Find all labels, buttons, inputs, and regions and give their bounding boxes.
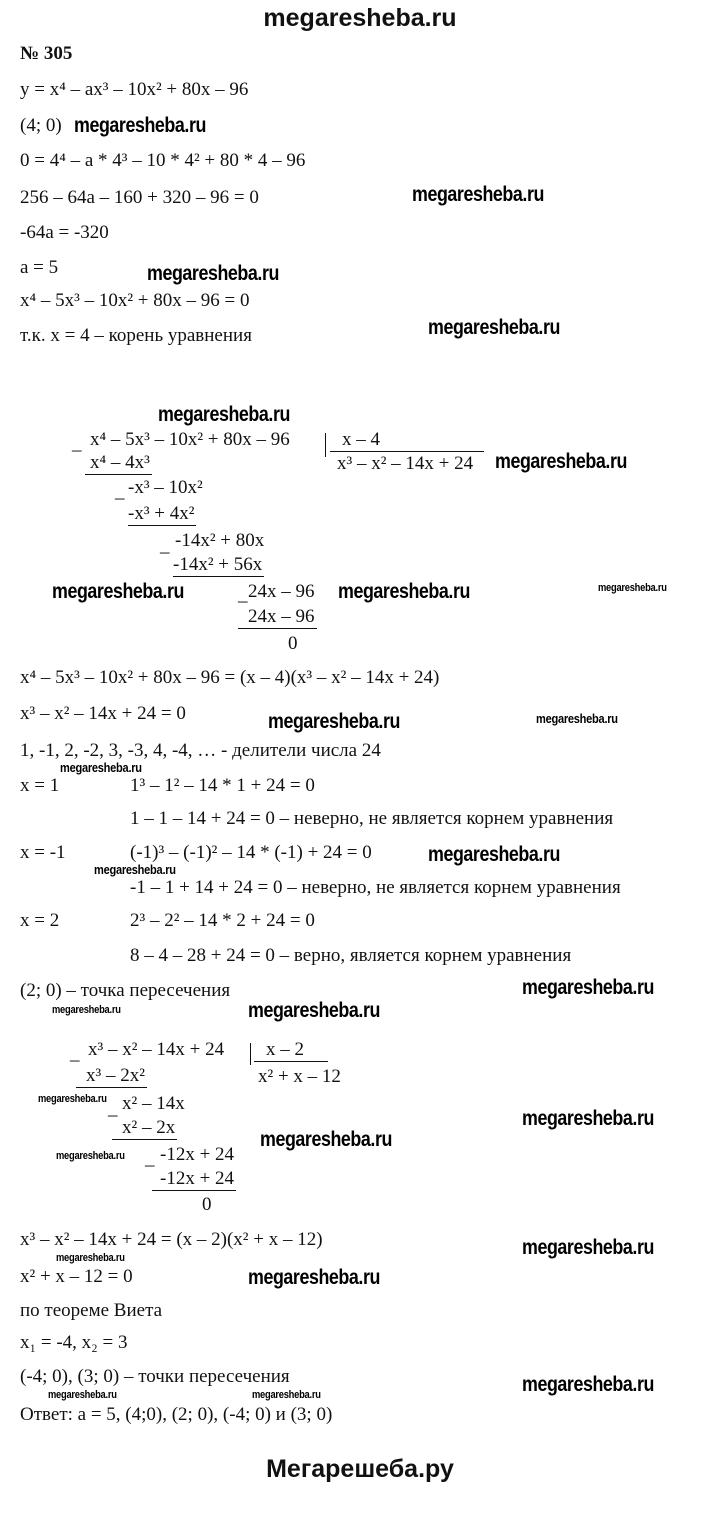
watermark: megaresheba.ru <box>522 1236 654 1259</box>
watermark: megaresheba.ru <box>428 843 560 866</box>
roots-line: x₁ = -4, x₂ = 3 <box>20 1332 128 1353</box>
watermark: megaresheba.ru <box>94 862 176 877</box>
calc-line: 256 – 64a – 160 + 320 – 96 = 0 <box>20 187 259 208</box>
check-x: x = 1 <box>20 775 60 796</box>
a-line: a = 5 <box>20 257 59 278</box>
watermark: megaresheba.ru <box>338 580 470 603</box>
watermark: megaresheba.ru <box>428 316 560 339</box>
divisor-1: x – 4 <box>330 429 484 452</box>
poly-line: x⁴ – 5x³ – 10x² + 80x – 96 = 0 <box>20 290 250 311</box>
vieta-line: по теореме Виета <box>20 1300 163 1321</box>
step: -12x + 24 <box>152 1168 236 1191</box>
watermark: megaresheba.ru <box>536 711 618 726</box>
watermark: megaresheba.ru <box>248 999 380 1022</box>
root-line: т.к. x = 4 – корень уравнения <box>20 325 252 346</box>
check-expr: 1³ – 1² – 14 * 1 + 24 = 0 <box>130 775 315 796</box>
point2-line: (2; 0) – точка пересечения <box>20 980 231 1001</box>
watermark: megaresheba.ru <box>147 262 279 285</box>
site-footer: Мегарешеба.ру <box>266 1455 454 1483</box>
minus-sign: _ <box>145 1148 155 1169</box>
minus-sign: _ <box>115 481 125 502</box>
step: -14x² + 80x <box>175 530 265 551</box>
step: x⁴ – 4x³ <box>85 452 152 475</box>
watermark: megaresheba.ru <box>522 1107 654 1130</box>
step: 24x – 96 <box>248 581 315 602</box>
watermark: megaresheba.ru <box>248 1266 380 1289</box>
division-bar <box>325 433 326 457</box>
function-line: y = x⁴ – ax³ – 10x² + 80x – 96 <box>20 79 249 100</box>
divisor-2: x – 2 <box>254 1039 328 1062</box>
site-header: megaresheba.ru <box>263 4 457 32</box>
division-bar <box>250 1043 251 1065</box>
watermark: megaresheba.ru <box>522 1373 654 1396</box>
watermark: megaresheba.ru <box>495 450 627 473</box>
check-expr: 2³ – 2² – 14 * 2 + 24 = 0 <box>130 910 315 931</box>
check-x: x = 2 <box>20 910 60 931</box>
watermark: megaresheba.ru <box>56 1252 125 1264</box>
watermark: megaresheba.ru <box>598 582 667 594</box>
step: -x³ + 4x² <box>128 503 195 524</box>
watermark: megaresheba.ru <box>60 760 142 775</box>
watermark: megaresheba.ru <box>38 1093 107 1105</box>
substitution-line: 0 = 4⁴ – a * 4³ – 10 * 4² + 80 * 4 – 96 <box>20 150 306 171</box>
factor-line-2: x³ – x² – 14x + 24 = (x – 2)(x² + x – 12) <box>20 1229 323 1250</box>
factor-line-1: x⁴ – 5x³ – 10x² + 80x – 96 = (x – 4)(x³ – x² – 14x + 24) <box>20 667 440 688</box>
answer-line: Ответ: a = 5, (4;0), (2; 0), (-4; 0) и (3; 0) <box>20 1404 333 1425</box>
watermark: megaresheba.ru <box>252 1389 321 1401</box>
step: x² – 14x <box>122 1093 185 1114</box>
cubic-line: x³ – x² – 14x + 24 = 0 <box>20 703 186 724</box>
dividend-1: x⁴ – 5x³ – 10x² + 80x – 96 <box>90 429 290 450</box>
minus-sign: _ <box>160 535 170 556</box>
watermark: megaresheba.ru <box>48 1389 117 1401</box>
check-expr: (-1)³ – (-1)² – 14 * (-1) + 24 = 0 <box>130 842 372 863</box>
watermark: megaresheba.ru <box>52 580 184 603</box>
point-line: (4; 0) <box>20 115 62 136</box>
minus-sign: _ <box>70 1043 80 1064</box>
check-result: 8 – 4 – 28 + 24 = 0 – верно, является корнем уравнения <box>130 945 572 966</box>
minus-sign: _ <box>108 1098 118 1119</box>
step: -x³ – 10x² <box>128 477 203 498</box>
minus-sign: _ <box>238 584 248 605</box>
points-line: (-4; 0), (3; 0) – точки пересечения <box>20 1366 290 1387</box>
step: -14x² + 56x <box>173 554 263 575</box>
remainder: 0 <box>202 1194 212 1215</box>
watermark: megaresheba.ru <box>56 1150 125 1162</box>
dividend-2: x³ – x² – 14x + 24 <box>88 1039 225 1060</box>
check-result: -1 – 1 + 14 + 24 = 0 – неверно, не является корнем уравнения <box>130 877 621 898</box>
quotient-2: x² + x – 12 <box>258 1066 341 1087</box>
step: x² – 2x <box>112 1117 177 1140</box>
watermark: megaresheba.ru <box>74 114 206 137</box>
minus-sign: _ <box>72 433 82 454</box>
check-result: 1 – 1 – 14 + 24 = 0 – неверно, не является корнем уравнения <box>130 808 614 829</box>
remainder: 0 <box>288 633 298 654</box>
step: 24x – 96 <box>238 606 317 629</box>
check-x: x = -1 <box>20 842 66 863</box>
divisors-line: 1, -1, 2, -2, 3, -3, 4, -4, … - делители числа 24 <box>20 740 381 761</box>
step: -12x + 24 <box>160 1144 235 1165</box>
step: x³ – 2x² <box>76 1065 147 1088</box>
eq-line: -64a = -320 <box>20 222 109 243</box>
watermark: megaresheba.ru <box>52 1004 121 1016</box>
watermark: megaresheba.ru <box>522 976 654 999</box>
quadratic-line: x² + x – 12 = 0 <box>20 1266 133 1287</box>
watermark: megaresheba.ru <box>260 1128 392 1151</box>
problem-number: № 305 <box>20 43 73 64</box>
watermark: megaresheba.ru <box>412 183 544 206</box>
watermark: megaresheba.ru <box>268 710 400 733</box>
watermark: megaresheba.ru <box>158 403 290 426</box>
quotient-1: x³ – x² – 14x + 24 <box>337 453 474 474</box>
